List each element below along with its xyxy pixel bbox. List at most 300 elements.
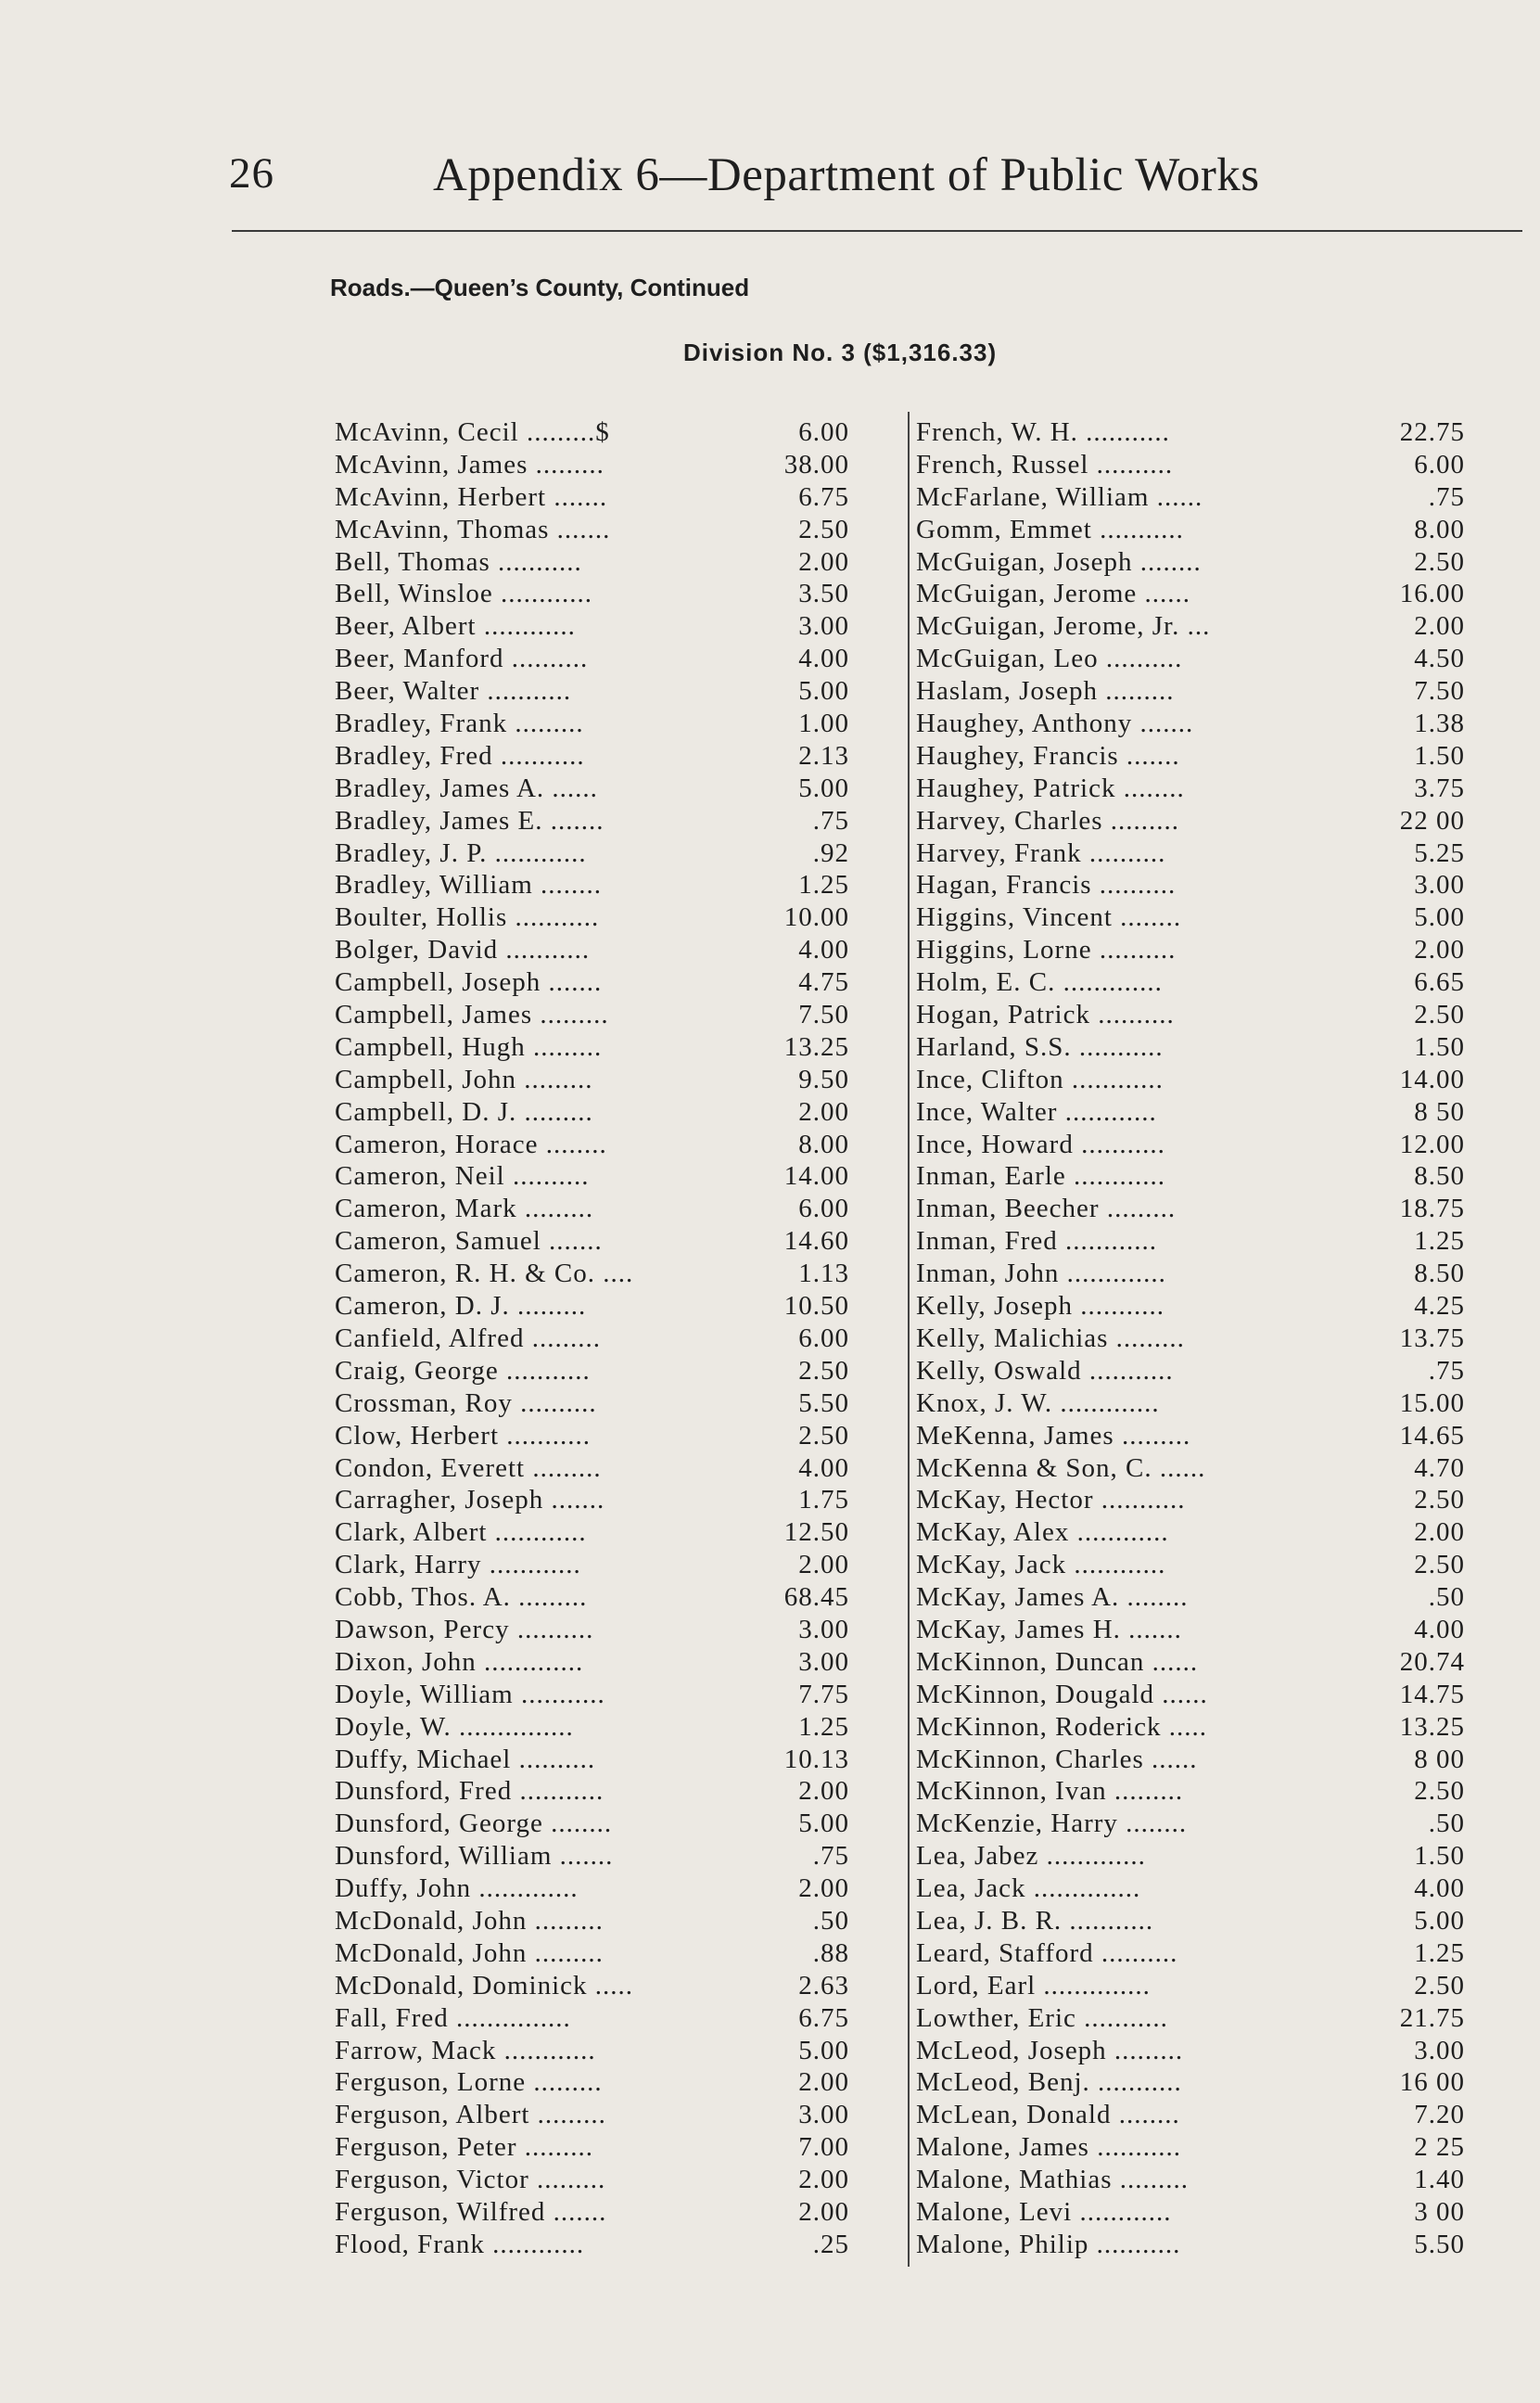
payee-name: Kelly, Malichias ......... (916, 1323, 1185, 1353)
payee-name: Bolger, David ........... (335, 935, 591, 965)
payee-name: McKinnon, Ivan ......... (916, 1776, 1184, 1807)
payee-name: Beer, Manford .......... (335, 644, 589, 674)
list-item (335, 514, 849, 546)
list-item (335, 934, 849, 966)
list-item (916, 1775, 1465, 1808)
list-item (335, 740, 849, 773)
payee-name: Malone, Mathias ......... (916, 2165, 1190, 2195)
payee-name: Fall, Fred ............... (335, 2002, 571, 2033)
payment-amount: 10.50 (783, 1291, 849, 1322)
list-item (335, 675, 849, 708)
payee-name: McGuigan, Jerome ...... (916, 579, 1191, 609)
list-item (916, 1160, 1465, 1193)
list-item (916, 1646, 1465, 1679)
payee-name: Bradley, James E. ....... (335, 805, 605, 836)
payment-amount: 2.00 (798, 2165, 849, 2195)
payment-amount: 13.25 (783, 1031, 849, 1062)
payment-amount: 1.50 (1414, 1841, 1465, 1872)
list-item (335, 1193, 849, 1225)
payment-amount: 2.50 (1414, 546, 1465, 577)
payment-amount: .75 (1428, 481, 1465, 512)
list-item (335, 481, 849, 514)
payee-name: McAvinn, James ......... (335, 449, 605, 479)
payment-amount: 2.50 (798, 1355, 849, 1386)
payment-amount: 7.50 (1414, 676, 1465, 707)
payee-name: McKay, James H. ....... (916, 1614, 1182, 1644)
payment-amount: 22 00 (1399, 805, 1465, 836)
payee-name: McAvinn, Herbert ....... (335, 481, 608, 512)
payee-name: Condon, Everett ......... (335, 1452, 602, 1483)
list-item (335, 2131, 849, 2164)
list-item (916, 1873, 1465, 1905)
payee-name: Ince, Howard ........... (916, 1129, 1165, 1159)
payment-amount: 3.00 (798, 1646, 849, 1677)
payee-name: Bradley, J. P. ............ (335, 837, 587, 868)
payee-name: McGuigan, Leo .......... (916, 644, 1183, 674)
column-divider (908, 412, 910, 2267)
payment-amount: 2.50 (798, 1420, 849, 1451)
payee-name: Malone, Philip ........... (916, 2229, 1181, 2259)
payment-amount: 5.00 (798, 2035, 849, 2065)
list-item (916, 869, 1465, 901)
list-item (335, 1679, 849, 1711)
payee-name: Haughey, Francis ....... (916, 740, 1180, 771)
list-item (916, 643, 1465, 675)
list-item (916, 514, 1465, 546)
list-item (916, 1937, 1465, 1970)
payment-amount: 8 50 (1414, 1096, 1465, 1127)
payee-name: Hogan, Patrick .......... (916, 1000, 1175, 1030)
list-item (335, 1970, 849, 2002)
payment-amount: 5.00 (798, 676, 849, 707)
payment-amount: 2.50 (1414, 1776, 1465, 1807)
payment-amount: 6.00 (798, 417, 849, 447)
list-item (916, 1581, 1465, 1614)
payee-name: McKenna & Son, C. ...... (916, 1452, 1206, 1483)
payee-name: Ferguson, Albert ......... (335, 2100, 606, 2130)
list-item (335, 805, 849, 837)
section-title: Roads.—Queen’s County, Continued (330, 274, 750, 301)
payment-amount: 2.00 (798, 1096, 849, 1127)
list-item (335, 1129, 849, 1161)
list-item (916, 2066, 1465, 2099)
payment-amount: 5.50 (798, 1387, 849, 1418)
payment-amount: 2.00 (798, 1550, 849, 1580)
payment-amount: 13.25 (1399, 1711, 1465, 1742)
payee-name: Harland, S.S. ........... (916, 1031, 1164, 1062)
payment-amount: 1.40 (1414, 2165, 1465, 2195)
payment-amount: 7.75 (798, 1679, 849, 1709)
payee-name: Haughey, Patrick ........ (916, 773, 1185, 803)
list-item (916, 901, 1465, 934)
list-item (335, 1614, 849, 1646)
payment-amount: 4.50 (1414, 644, 1465, 674)
list-item (335, 773, 849, 805)
payment-amount: 3 00 (1414, 2196, 1465, 2227)
list-item (916, 1614, 1465, 1646)
payee-name: Leard, Stafford .......... (916, 1937, 1178, 1968)
payment-amount: 5.25 (1414, 837, 1465, 868)
payment-amount: 4.00 (1414, 1873, 1465, 1904)
payee-name: Ferguson, Wilfred ....... (335, 2196, 607, 2227)
payee-name: Harvey, Frank .......... (916, 837, 1166, 868)
payment-amount: 2.00 (1414, 611, 1465, 642)
payee-name: Malone, Levi ............ (916, 2196, 1172, 2227)
list-item (916, 1129, 1465, 1161)
list-item (916, 1905, 1465, 1937)
payee-name: Duffy, Michael .......... (335, 1744, 596, 1774)
payee-name: Doyle, W. ............... (335, 1711, 574, 1742)
payment-amount: 20.74 (1399, 1646, 1465, 1677)
list-item (335, 2002, 849, 2035)
payment-amount: 2 25 (1414, 2132, 1465, 2163)
payee-name: Boulter, Hollis ........... (335, 902, 600, 933)
list-item (335, 1905, 849, 1937)
payment-amount: 14.00 (783, 1161, 849, 1192)
payee-name: McKay, Alex ............ (916, 1517, 1169, 1548)
payee-name: Crossman, Roy .......... (335, 1387, 597, 1418)
payment-amount: 2.50 (1414, 1550, 1465, 1580)
payment-amount: 10.13 (783, 1744, 849, 1774)
payment-amount: 8.00 (798, 1129, 849, 1159)
list-item (335, 2196, 849, 2229)
payment-amount: 8.50 (1414, 1259, 1465, 1289)
payee-name: Lea, Jack .............. (916, 1873, 1141, 1904)
payee-name: Doyle, William ........... (335, 1679, 605, 1709)
list-item (335, 1290, 849, 1323)
payment-amount: .50 (812, 1905, 849, 1936)
left-payment-list (335, 416, 849, 2261)
payee-name: McKay, James A. ........ (916, 1582, 1189, 1613)
payment-amount: 68.45 (783, 1582, 849, 1613)
list-item (916, 2002, 1465, 2035)
payee-name: Ferguson, Lorne ......... (335, 2067, 603, 2098)
list-item (916, 1484, 1465, 1516)
list-item (335, 546, 849, 579)
payment-amount: 8 00 (1414, 1744, 1465, 1774)
payment-amount: 2.63 (798, 1970, 849, 2000)
payee-name: French, Russel .......... (916, 449, 1174, 479)
list-item (335, 869, 849, 901)
payee-name: Cameron, Mark ......... (335, 1194, 594, 1224)
payee-name: Cobb, Thos. A. ......... (335, 1582, 588, 1613)
payee-name: Kelly, Oswald ........... (916, 1355, 1174, 1386)
payee-name: Bell, Thomas ........... (335, 546, 582, 577)
payee-name: Bradley, Frank ......... (335, 709, 584, 739)
payment-amount: 2.00 (1414, 1517, 1465, 1548)
payment-amount: 5.50 (1414, 2229, 1465, 2259)
payee-name: Haughey, Anthony ....... (916, 709, 1194, 739)
list-item (335, 1484, 849, 1516)
list-item (916, 1744, 1465, 1776)
list-item (916, 1225, 1465, 1258)
list-item (335, 1873, 849, 1905)
payment-amount: 1.25 (1414, 1937, 1465, 1968)
payment-amount: .75 (1428, 1355, 1465, 1386)
payment-amount: 4.75 (798, 967, 849, 998)
list-item (335, 1452, 849, 1485)
payee-name: Farrow, Mack ............ (335, 2035, 596, 2065)
list-item (916, 837, 1465, 870)
payee-name: Cameron, R. H. & Co. .... (335, 1259, 634, 1289)
payee-name: Gomm, Emmet ........... (916, 514, 1184, 544)
payee-name: Cameron, Horace ........ (335, 1129, 607, 1159)
list-item (335, 1549, 849, 1581)
payee-name: Ferguson, Peter ......... (335, 2132, 594, 2163)
payee-name: Campbell, D. J. ......... (335, 1096, 593, 1127)
payment-amount: 3.75 (1414, 773, 1465, 803)
payee-name: Inman, Beecher ......... (916, 1194, 1177, 1224)
payment-amount: 3.00 (1414, 870, 1465, 901)
list-item (916, 2131, 1465, 2164)
payee-name: French, W. H. ........... (916, 417, 1170, 447)
page-number: 26 (229, 149, 274, 198)
payment-amount: .50 (1428, 1582, 1465, 1613)
payee-name: McAvinn, Cecil .........$ (335, 417, 610, 447)
payee-name: Ince, Walter ............ (916, 1096, 1157, 1127)
payee-name: McKay, Hector ........... (916, 1485, 1186, 1515)
payee-name: Knox, J. W. ............. (916, 1387, 1160, 1418)
payment-amount: 13.75 (1399, 1323, 1465, 1353)
payment-amount: 7.20 (1414, 2100, 1465, 2130)
payee-name: Canfield, Alfred ......... (335, 1323, 601, 1353)
payee-name: Campbell, John ......... (335, 1064, 593, 1094)
payment-amount: 7.50 (798, 1000, 849, 1030)
payee-name: Beer, Walter ........... (335, 676, 572, 707)
list-item (916, 1193, 1465, 1225)
list-item (335, 901, 849, 934)
payment-amount: 2.50 (1414, 1000, 1465, 1030)
payment-amount: 1.25 (1414, 1226, 1465, 1257)
list-item (916, 1064, 1465, 1096)
payment-amount: 14.65 (1399, 1420, 1465, 1451)
payment-amount: 6.00 (798, 1323, 849, 1353)
payment-amount: 1.13 (798, 1259, 849, 1289)
list-item (916, 1516, 1465, 1549)
list-item (916, 416, 1465, 449)
payment-amount: 4.00 (798, 1452, 849, 1483)
payment-amount: 1.25 (798, 870, 849, 901)
payment-amount: 9.50 (798, 1064, 849, 1094)
list-item (916, 2099, 1465, 2131)
payment-amount: 12.50 (783, 1517, 849, 1548)
payee-name: Dawson, Percy .......... (335, 1614, 594, 1644)
list-item (335, 1646, 849, 1679)
list-item (335, 1840, 849, 1873)
list-item (916, 1970, 1465, 2002)
payment-amount: 2.00 (798, 1873, 849, 1904)
payment-amount: 4.00 (798, 935, 849, 965)
list-item (335, 1323, 849, 1355)
payee-name: McLeod, Benj. ........... (916, 2067, 1182, 2098)
payee-name: Haslam, Joseph ......... (916, 676, 1175, 707)
payment-amount: 2.50 (798, 514, 849, 544)
payment-amount: 4.25 (1414, 1291, 1465, 1322)
payment-amount: .25 (812, 2229, 849, 2259)
payment-amount: 3.00 (798, 1614, 849, 1644)
list-item (335, 578, 849, 610)
payee-name: Bradley, William ........ (335, 870, 603, 901)
payment-amount: 3.00 (1414, 2035, 1465, 2065)
payee-name: MeKenna, James ......... (916, 1420, 1191, 1451)
list-item (916, 481, 1465, 514)
list-item (916, 1808, 1465, 1840)
payment-amount: 3.00 (798, 611, 849, 642)
payee-name: Cameron, Neil .......... (335, 1161, 590, 1192)
payee-name: Hagan, Francis .......... (916, 870, 1177, 901)
list-item (916, 2229, 1465, 2261)
payee-name: Duffy, John ............. (335, 1873, 579, 1904)
list-item (335, 1744, 849, 1776)
list-item (916, 805, 1465, 837)
payment-amount: 7.00 (798, 2132, 849, 2163)
payment-amount: 2.50 (1414, 1485, 1465, 1515)
payment-amount: 12.00 (1399, 1129, 1465, 1159)
list-item (916, 1711, 1465, 1744)
payee-name: McKenzie, Harry ........ (916, 1809, 1188, 1839)
list-item (916, 675, 1465, 708)
payee-name: Beer, Albert ............ (335, 611, 576, 642)
payee-name: McDonald, Dominick ..... (335, 1970, 634, 2000)
payee-name: Lord, Earl .............. (916, 1970, 1151, 2000)
list-item (335, 2229, 849, 2261)
list-item (916, 1096, 1465, 1129)
payment-amount: 10.00 (783, 902, 849, 933)
payee-name: McGuigan, Joseph ........ (916, 546, 1202, 577)
payment-amount: 14.75 (1399, 1679, 1465, 1709)
list-item (335, 2066, 849, 2099)
payment-amount: 1.38 (1414, 709, 1465, 739)
payment-amount: 1.25 (798, 1711, 849, 1742)
payment-amount: 4.00 (798, 644, 849, 674)
payee-name: Dunsford, Fred ........... (335, 1776, 605, 1807)
list-item (916, 1387, 1465, 1420)
list-item (916, 2035, 1465, 2067)
payee-name: Ince, Clifton ............ (916, 1064, 1164, 1094)
list-item (335, 1775, 849, 1808)
list-item (335, 1420, 849, 1452)
list-item (916, 934, 1465, 966)
payee-name: Inman, John ............. (916, 1259, 1166, 1289)
payee-name: McGuigan, Jerome, Jr. ... (916, 611, 1211, 642)
payee-name: Dixon, John ............. (335, 1646, 584, 1677)
right-payment-list (916, 416, 1465, 2261)
payment-amount: 5.00 (1414, 902, 1465, 933)
list-item (335, 966, 849, 999)
list-item (335, 643, 849, 675)
payee-name: Ferguson, Victor ......... (335, 2165, 606, 2195)
payment-amount: 3.50 (798, 579, 849, 609)
payee-name: Lowther, Eric ........... (916, 2002, 1168, 2033)
list-item (335, 2035, 849, 2067)
payment-amount: .88 (812, 1937, 849, 1968)
payee-name: Inman, Fred ............ (916, 1226, 1157, 1257)
payment-amount: 5.00 (798, 773, 849, 803)
list-item (916, 2196, 1465, 2229)
list-item (335, 1258, 849, 1290)
payment-amount: 16 00 (1399, 2067, 1465, 2098)
header-rule (232, 230, 1522, 232)
payment-amount: 5.00 (1414, 1905, 1465, 1936)
list-item (335, 1808, 849, 1840)
payment-amount: 3.00 (798, 2100, 849, 2130)
payment-amount: 21.75 (1399, 2002, 1465, 2033)
list-item (916, 578, 1465, 610)
list-item (335, 1581, 849, 1614)
list-item (916, 546, 1465, 579)
payment-amount: 4.70 (1414, 1452, 1465, 1483)
payee-name: McKay, Jack ............ (916, 1550, 1166, 1580)
list-item (916, 1679, 1465, 1711)
payee-name: McKinnon, Duncan ...... (916, 1646, 1199, 1677)
list-item (335, 449, 849, 481)
payee-name: McKinnon, Charles ...... (916, 1744, 1198, 1774)
list-item (916, 773, 1465, 805)
payee-name: McLean, Donald ........ (916, 2100, 1180, 2130)
list-item (916, 1420, 1465, 1452)
payee-name: Inman, Earle ............ (916, 1161, 1166, 1192)
list-item (335, 1387, 849, 1420)
payment-amount: 15.00 (1399, 1387, 1465, 1418)
payee-name: McKinnon, Roderick ..... (916, 1711, 1207, 1742)
list-item (335, 1516, 849, 1549)
payee-name: Lea, Jabez ............. (916, 1841, 1146, 1872)
payee-name: Malone, James ........... (916, 2132, 1181, 2163)
list-item (335, 708, 849, 740)
payment-amount: 22.75 (1399, 417, 1465, 447)
payment-amount: 2.00 (798, 2067, 849, 2098)
list-item (916, 1031, 1465, 1064)
payment-amount: .75 (812, 805, 849, 836)
payee-name: Campbell, James ......... (335, 1000, 609, 1030)
list-item (916, 1549, 1465, 1581)
list-item (335, 1160, 849, 1193)
payment-amount: 2.00 (798, 1776, 849, 1807)
list-item (335, 1711, 849, 1744)
payee-name: Bradley, Fred ........... (335, 740, 585, 771)
payee-name: Kelly, Joseph ........... (916, 1291, 1165, 1322)
list-item (916, 1258, 1465, 1290)
list-item (335, 1096, 849, 1129)
payment-amount: 6.65 (1414, 967, 1465, 998)
list-item (916, 1290, 1465, 1323)
division-heading: Division No. 3 ($1,316.33) (683, 339, 998, 366)
list-item (335, 837, 849, 870)
payee-name: Harvey, Charles ......... (916, 805, 1180, 836)
payment-amount: 1.00 (798, 709, 849, 739)
payee-name: Campbell, Hugh ......... (335, 1031, 603, 1062)
payee-name: McFarlane, William ...... (916, 481, 1203, 512)
payment-amount: 1.75 (798, 1485, 849, 1515)
payee-name: Campbell, Joseph ....... (335, 967, 603, 998)
list-item (916, 1452, 1465, 1485)
payee-name: Clark, Albert ............ (335, 1517, 587, 1548)
payee-name: Cameron, Samuel ....... (335, 1226, 603, 1257)
payee-name: Higgins, Vincent ........ (916, 902, 1182, 933)
list-item (916, 999, 1465, 1031)
list-item (335, 999, 849, 1031)
list-item (335, 416, 849, 449)
list-item (916, 966, 1465, 999)
list-item (335, 2099, 849, 2131)
payee-name: Higgins, Lorne .......... (916, 935, 1177, 965)
payment-amount: 5.00 (798, 1809, 849, 1839)
payee-name: Clark, Harry ............ (335, 1550, 581, 1580)
payee-name: McAvinn, Thomas ....... (335, 514, 611, 544)
list-item (916, 449, 1465, 481)
payee-name: McDonald, John ......... (335, 1937, 604, 1968)
payment-amount: 16.00 (1399, 579, 1465, 609)
